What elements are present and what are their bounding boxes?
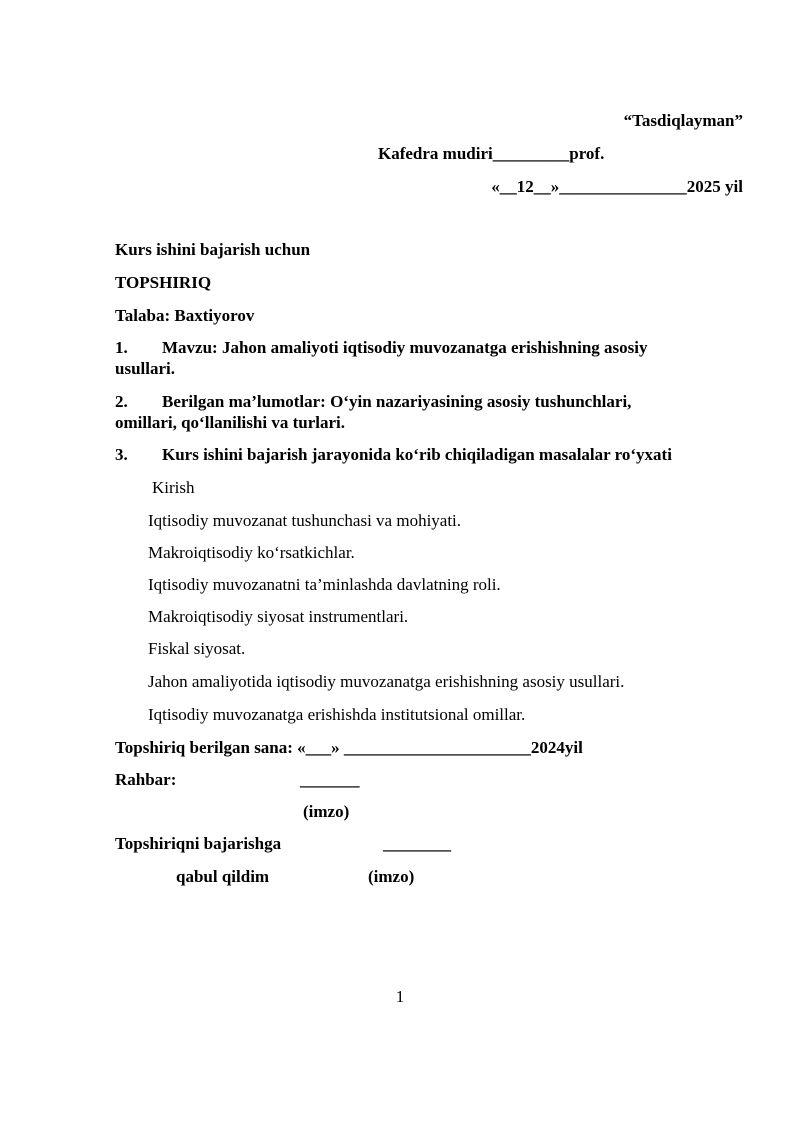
item-2	[115, 391, 745, 433]
topic-item: Iqtisodiy muvozanatga erishishda institutsional omillar.	[148, 705, 526, 724]
item-1-text: Mavzu: Jahon amaliyoti iqtisodiy muvozanatga erishishning asosiy	[162, 338, 648, 357]
supervisor-signature-line: _______	[300, 770, 360, 789]
heading-line-1: Kurs ishini bajarish uchun	[115, 240, 311, 259]
accept-label-2: qabul qildim	[176, 867, 270, 886]
topic-item: Kirish	[152, 478, 195, 497]
student-name: Talaba: Baxtiyorov	[115, 306, 255, 325]
topic-item: Makroiqtisodiy ko‘rsatkichlar.	[148, 543, 355, 562]
given-date-line: Topshiriq berilgan sana: «___» ______________________2024yil	[115, 738, 583, 757]
accept-signature-caption: (imzo)	[368, 867, 415, 886]
item-1-text-cont: usullari.	[115, 359, 175, 378]
item-2-text: Berilgan ma’lumotlar: O‘yin nazariyasining asosiy tushunchlari,	[162, 392, 632, 411]
accept-label-1: Topshiriqni bajarishga	[115, 834, 282, 853]
item-3	[115, 444, 745, 465]
item-2-text-cont: omillari, qo‘llanilishi va turlari.	[115, 413, 345, 432]
approval-title: “Tasdiqlayman”	[623, 111, 743, 130]
topic-item: Jahon amaliyotida iqtisodiy muvozanatga erishishning asosiy usullari.	[148, 672, 625, 691]
supervisor-signature-caption: (imzo)	[303, 802, 350, 821]
topic-item: Makroiqtisodiy siyosat instrumentlari.	[148, 607, 409, 626]
accept-signature-line: ________	[383, 834, 451, 853]
item-3-text: Kurs ishini bajarish jarayonida ko‘rib chiqiladigan masalalar ro‘yxati	[162, 445, 672, 464]
heading-topshiriq: TOPSHIRIQ	[115, 273, 212, 292]
item-2-number: 2.	[115, 392, 128, 411]
item-3-number: 3.	[115, 445, 128, 464]
supervisor-label: Rahbar:	[115, 770, 177, 789]
page-number: 1	[395, 987, 405, 1006]
item-1-number: 1.	[115, 338, 128, 357]
approval-head-line: Kafedra mudiri_________prof.	[378, 144, 605, 163]
topic-item: Iqtisodiy muvozanatni ta’minlashda davlatning roli.	[148, 575, 501, 594]
approval-date-line: «__12__»_______________2025 yil	[491, 177, 743, 196]
item-1	[115, 337, 745, 379]
topic-item: Fiskal siyosat.	[148, 639, 246, 658]
topic-item: Iqtisodiy muvozanat tushunchasi va mohiyati.	[148, 511, 462, 530]
